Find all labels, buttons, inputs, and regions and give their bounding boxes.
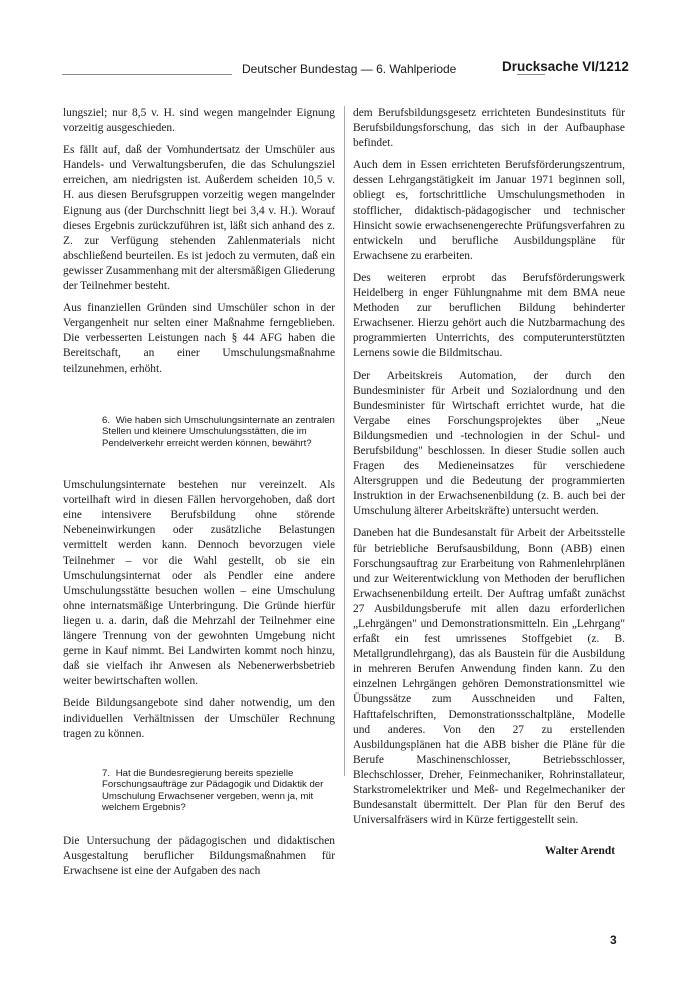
right-column (353, 106, 625, 859)
paragraph: Daneben hat die Bundesanstalt für Arbeit der Arbeitsstelle für betriebliche Berufsausbildung, Bonn (ABB) einen Forschungsauftrag zur Erarbeitung von Rahmenlehrplänen und zur Weiterentwicklung von Methoden der beruflichen Erwachsenenbildung erteilt. Der Auftrag umfaßt zunächst 27 Ausbildungsberufe mit allen dazu erforderlichen „Lehrgängen" und Demonstrationsmitteln. Ein „Lehrgang" erfaßt ein fest umrissenes Stoffgebiet (z. B. Metallgrundlehrgang), das als Baustein für die Ausbildung in mehreren Berufen Anwendung finden kann. Zu den einzelnen Lehrgängen gehören Demonstrationsmittel wie Übungssätze zum Ausschneiden und Falten, Hafttafelschriften, Demonstrationsschaltpläne, Modelle und anderes. Von den 27 zu erstellenden Ausbildungsplänen hat die ABB bisher die Pläne für die Berufe Maschinenschlosser, Betriebsschlosser, Blechschlosser, Dreher, Feinmechaniker, Rohrinstallateur, Starkstromelektriker und Meß- und Regelmechaniker der Bundesanstalt übermittelt. Der Plan für den Beruf des Universalfräsers wird in Kürze fertiggestellt sein. (353, 527, 625, 827)
paragraph: Des weiteren erprobt das Berufsförderungswerk Heidelberg in enger Fühlungnahme mit dem BMA neue Methoden zur beruflichen Bildung behinderter Erwachsener. Hierzu gehört auch die Nutzbarmachung des programmierten Unterrichts, des computerunterstützten Lernens sowie die Bildmitschau. (353, 271, 625, 360)
paragraph: Der Arbeitskreis Automation, der durch den Bundesminister für Arbeit und Sozialordnung und den Bundesminister für Wirtschaft errichtet wurde, hat die Vergabe eines Forschungsprojektes über „Neue Bildungsmedien und -technologien in der Schul- und Berufsbildung" beschlossen. In dieser Studie sollen auch Fragen des Medieneinsatzes für verschiedene Altersgruppen und die Bedeutung der programmierten Instruktion in der Erwachsenenbildung (z. B. auch bei der Umschulung älterer Arbeitskräfte) untersucht werden. (353, 369, 625, 518)
page-number: 3 (610, 933, 617, 947)
paragraph: lungsziel; nur 8,5 v. H. sind wegen mangelnder Eignung vorzeitig ausgeschieden. (63, 107, 335, 135)
paragraph: Die Untersuchung der pädagogischen und didaktischen Ausgestaltung beruflicher Bildungsmaßnahmen für Erwachsene ist eine der Aufgaben des nach (63, 834, 335, 877)
question-7 (63, 768, 335, 814)
paragraph: Beide Bildungsangebote sind daher notwendig, um den individuellen Verhältnissen der Umschüler Rechnung tragen zu können. (63, 697, 335, 740)
paragraph: Umschulungsinternate bestehen nur vereinzelt. Als vorteilhaft wird in diesen Fällen hervorgehoben, daß dort eine intensivere Berufsbildung ohne störende Nebeneinwirkungen oder zusätzliche Belastungen vermittelt werden kann. Dennoch bevorzugen viele Teilnehmer – vor die Wahl gestellt, ob sie ein Umschulungsinternat oder als Pendler eine andere Umschulungsstätte besuchen wollen – eine Umschulung ohne internatsmäßige Unterbringung. Die Gründe hierfür liegen u. a. darin, daß die Mehrzahl der Teilnehmer eine längere Trennung von der gewohnten Umgebung nicht gerne in Kauf nimmt. Bei Landwirten kommt noch hinzu, daß sie vielfach ihr Anwesen als Nebenerwerbsbetrieb weiter bewirtschaften wollen. (63, 479, 335, 688)
signature: Walter Arendt (544, 845, 615, 858)
header-rule (517, 74, 545, 75)
header-bundestag: Deutscher Bundestag — 6. Wahlperiode (242, 62, 457, 76)
question-text: Hat die Bundesregierung bereits spezielle Forschungsaufträge zur Pädagogik und Didaktik der Umschulung Erwachsener vergeben, wenn ja, mit welchem Ergebnis? (102, 767, 324, 814)
paragraph: Aus finanziellen Gründen sind Umschüler schon in der Vergangenheit nur selten einer Maßnahme ferngeblieben. Die verbesserten Leistungen nach § 44 AFG haben die Bereitschaft, an einer Umschulungsmaßnahme teilzunehmen, erhöht. (63, 302, 335, 375)
question-text: Wie haben sich Umschulungsinternate an zentralen Stellen und kleinere Umschulungsstätten, die im Pendelverkehr erreicht werden können, bewährt? (102, 414, 335, 449)
question-number: 7. (102, 767, 111, 779)
paragraph: Auch dem in Essen errichteten Berufsförderungszentrum, dessen Lehrgangstätigkeit im Januar 1971 beginnen soll, obliegt es, fortschrittliche Umschulungsmethoden in stofflicher, didaktisch-pädagogischer und technischer Hinsicht sowie erwachsenengerechte Prüfungsverfahren zu entwickeln und berufliche Ausbildungspläne für Erwachsene zu erarbeiten. (353, 159, 625, 262)
column-divider (344, 106, 345, 776)
header-drucksache: Drucksache VI/1212 (502, 59, 629, 74)
paragraph: dem Berufsbildungsgesetz errichteten Bundesinstituts für Berufsbildungsforschung, das sich in der Aufbauphase befindet. (353, 107, 625, 150)
left-column (63, 106, 335, 886)
paragraph: Es fällt auf, daß der Vomhundertsatz der Umschüler aus Handels- und Verwaltungsberufen, die das Schulungsziel erreichen, am niedrigsten ist. Außerdem scheiden 10,5 v. H. aus diesen Berufsgruppen vorzeitig wegen mangelnder Eignung aus (der Durchschnitt liegt bei 3,4 v. H.). Worauf dieses Ergebnis zurückzuführen ist, läßt sich anhand des z. Z. zur Verfügung stehenden Zahlenmaterials nicht abschließend beurteilen. Es ist jedoch zu vermuten, daß ein gewisser Zusammenhang mit der altersmäßigen Gliederung der Teilnehmer besteht. (63, 144, 335, 293)
question-number: 6. (102, 414, 111, 426)
question-6 (63, 415, 335, 450)
page-header (62, 59, 640, 78)
header-rule (62, 74, 232, 75)
